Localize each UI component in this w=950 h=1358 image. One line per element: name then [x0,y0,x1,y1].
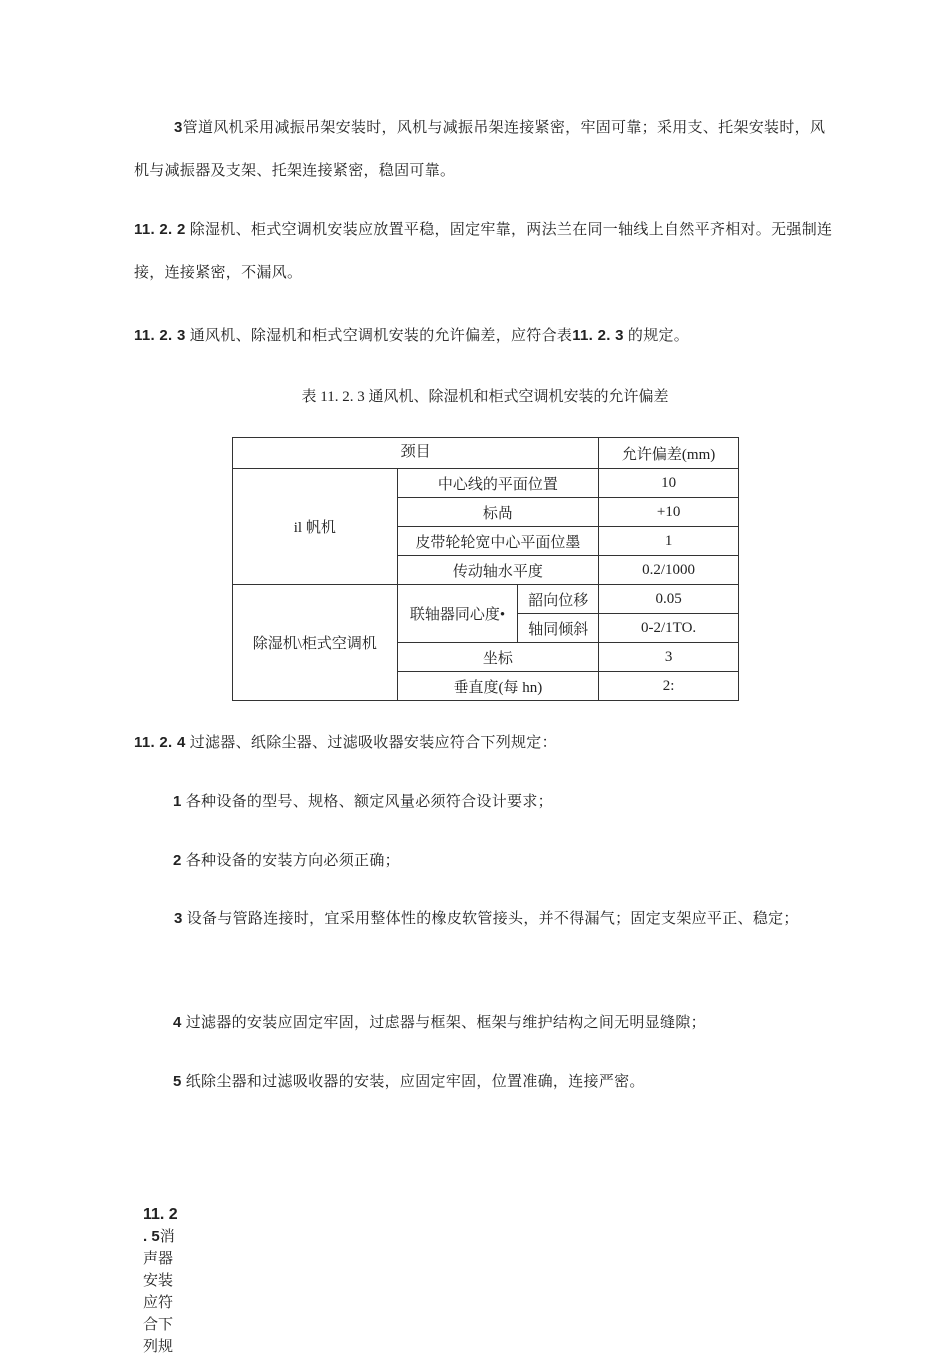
item-number: 4 [173,1014,182,1031]
row-item: 韶向位移 [518,585,599,614]
row-item: 皮带轮轮宽中心平面位墨 [397,527,599,556]
list-item [173,849,400,870]
clause-number: 11. 2. 3 [134,327,186,344]
paragraph-11-2-3 [134,324,689,345]
row-item: 标咼 [397,498,599,527]
table-row [233,585,739,614]
row-item: 轴同倾斜 [518,614,599,643]
item-number: 2 [173,852,182,869]
row-value: 2: [599,672,739,701]
clause-fragment-11-2-5 [143,1204,179,1358]
header-item: 颈目 [233,438,599,469]
row-value: 0.05 [599,585,739,614]
row-item: 中心线的平面位置 [397,469,599,498]
paragraph-text: 除湿机、柜式空调机安装应放置平稳，固定牢靠，两法兰在同一轴线上自然平齐相对。无强制连接，连接紧密，不漏风。 [134,222,833,281]
item-text: 纸除尘器和过滤吸收器的安装，应固定牢固，位置准确，连接严密。 [185,1074,645,1090]
clause-number: 11. 2 [143,1206,178,1223]
clause-number-tail: . 5 [143,1228,160,1245]
table-header-row [233,438,739,469]
clause-number: 11. 2. 4 [134,734,186,751]
row-item: 坐标 [397,643,599,672]
paragraph-text: 通风机、除湿机和柜式空调机安装的允许偏差，应符合表 [189,328,573,344]
table-reference: 11. 2. 3 [572,327,624,344]
list-item [134,897,834,941]
group-label-dehumidifier: 除湿机\柜式空调机 [233,585,398,701]
row-value: 0-2/1TO. [599,614,739,643]
list-item [173,1070,645,1091]
item-number: 1 [173,793,182,810]
row-value: 0.2/1000 [599,556,739,585]
row-value: 10 [599,469,739,498]
item-number: 5 [173,1073,182,1090]
list-item [173,1011,706,1032]
item-text: 过滤器的安装应固定牢固，过虑器与框架、框架与维护结构之间无明显缝隙； [185,1015,706,1031]
row-item: 垂直度(每 hn) [397,672,599,701]
item-number: 3 [174,119,183,136]
item-text: 设备与管路连接时，宜采用整体性的橡皮软管接头，并不得漏气；固定支架应平正、稳定； [186,911,799,927]
tolerance-table [232,437,739,701]
item-number: 3 [174,910,183,927]
row-item: 传动轴水平度 [397,556,599,585]
table-caption: 表 11. 2. 3 通风机、除湿机和柜式空调机安装的允许偏差 [301,389,669,405]
group-label-fan: il 帆机 [233,469,398,585]
item-text: 各种设备的型号、规格、额定风量必须符合设计要求； [185,794,553,810]
paragraph-text: 管道风机采用减振吊架安装时，风机与减振吊架连接紧密，牢固可靠；采用支、托架安装时，风机与减振器及支架、托架连接紧密，稳固可靠。 [134,120,826,179]
row-value: +10 [599,498,739,527]
list-item [173,790,553,811]
paragraph-11-2-2 [134,208,834,295]
row-value: 1 [599,527,739,556]
paragraph-item-3 [134,106,834,193]
fragment-text: 消声器安装应符合下列规 [143,1229,175,1355]
header-tolerance: 允许偏差(mm) [599,438,739,469]
item-text: 各种设备的安装方向必须正确； [185,853,400,869]
clause-title: 过滤器、纸除尘器、过滤吸收器安装应符合下列规定： [189,735,557,751]
clause-number: 11. 2. 2 [134,221,186,238]
coupling-label: 联轴器同心度• [397,585,518,643]
table-row [233,469,739,498]
paragraph-text-end: 的规定。 [627,328,690,344]
row-value: 3 [599,643,739,672]
clause-11-2-4 [134,731,557,752]
